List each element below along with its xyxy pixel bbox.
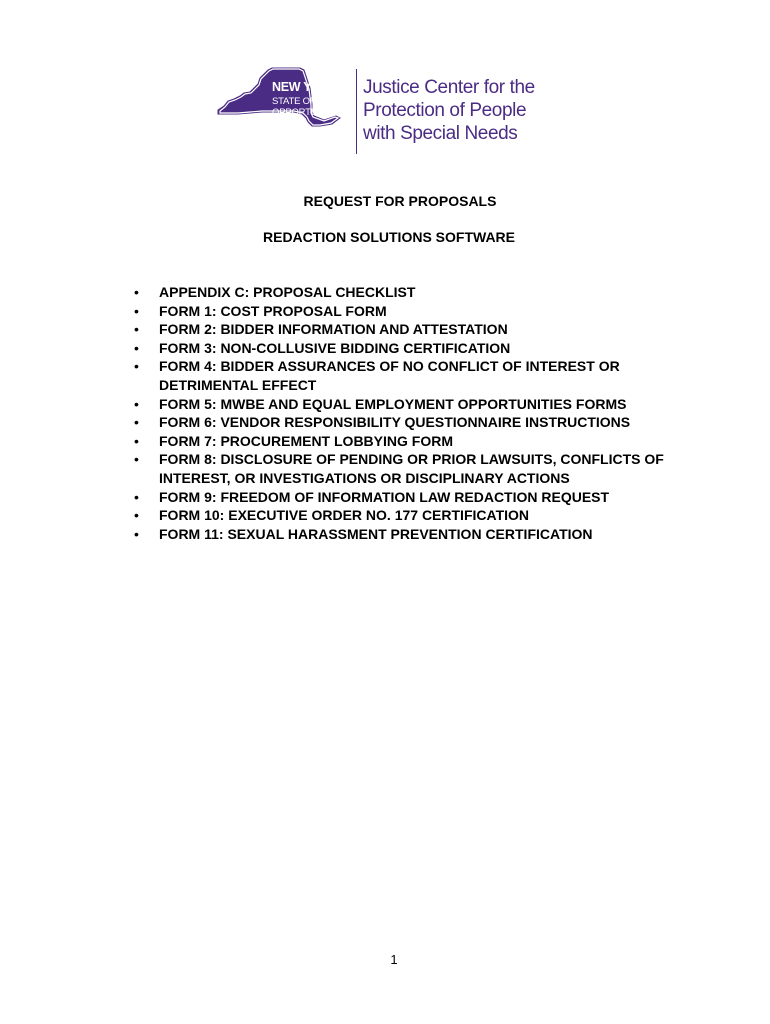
logo-state-tagline-line2: OPPORTUNITY. <box>272 107 340 118</box>
checklist-item-text: FORM 9: FREEDOM OF INFORMATION LAW REDACTION REQUEST <box>159 488 610 505</box>
logo-state-tagline <box>272 96 339 118</box>
bullet-icon: • <box>134 451 139 468</box>
document-title: REQUEST FOR PROPOSALS <box>303 193 497 209</box>
bullet-icon: • <box>134 321 139 338</box>
logo-agency-name <box>363 76 535 145</box>
proposal-checklist <box>132 283 719 543</box>
logo-agency-line2: Protection of People <box>363 100 527 121</box>
checklist-item-text: FORM 2: BIDDER INFORMATION AND ATTESTATION <box>159 321 508 338</box>
bullet-icon: • <box>134 284 139 300</box>
document-subtitle: REDACTION SOLUTIONS SOFTWARE <box>263 229 515 245</box>
checklist-item <box>132 320 719 339</box>
checklist-item-text: FORM 11: SEXUAL HARASSMENT PREVENTION CERTIFICATION <box>159 525 593 542</box>
checklist-item <box>132 395 719 414</box>
checklist-item-text-continued: INTEREST, OR INVESTIGATIONS OR DISCIPLINARY ACTIONS <box>159 469 570 486</box>
logo-state-tagline-line1: STATE OF <box>272 96 316 107</box>
checklist-item <box>132 525 719 544</box>
bullet-icon: • <box>134 488 139 505</box>
checklist-item-text: FORM 10: EXECUTIVE ORDER NO. 177 CERTIFICATION <box>159 507 530 524</box>
logo-agency-line3: with Special Needs <box>363 123 518 144</box>
checklist-item-text: FORM 1: COST PROPOSAL FORM <box>159 302 387 319</box>
bullet-icon: • <box>134 507 139 524</box>
checklist-item-text: FORM 5: MWBE AND EQUAL EMPLOYMENT OPPORTUNITIES FORMS <box>159 395 627 412</box>
checklist-item <box>132 339 719 358</box>
checklist-item <box>132 450 719 487</box>
bullet-icon: • <box>134 358 139 375</box>
bullet-icon: • <box>134 339 139 356</box>
bullet-icon: • <box>134 302 139 319</box>
logo-agency-line1: Justice Center for the <box>363 77 535 98</box>
checklist-item-text: FORM 4: BIDDER ASSURANCES OF NO CONFLICT OF INTEREST OR <box>159 358 620 375</box>
checklist-item-text: FORM 7: PROCUREMENT LOBBYING FORM <box>159 432 453 449</box>
checklist-item <box>132 506 719 525</box>
bullet-icon: • <box>134 414 139 431</box>
logo-divider <box>356 69 357 154</box>
page-number: 1 <box>390 952 398 967</box>
agency-logo <box>214 66 554 156</box>
checklist-item-text: APPENDIX C: PROPOSAL CHECKLIST <box>159 284 416 300</box>
checklist-item <box>132 302 719 321</box>
checklist-item-text-continued: DETRIMENTAL EFFECT <box>159 376 317 393</box>
checklist-item <box>132 413 719 432</box>
logo-state-name: NEW YORK <box>272 80 339 94</box>
checklist-item <box>132 283 719 302</box>
checklist-item-text: FORM 3: NON-COLLUSIVE BIDDING CERTIFICATION <box>159 339 511 356</box>
checklist-item-text: FORM 6: VENDOR RESPONSIBILITY QUESTIONNAIRE INSTRUCTIONS <box>159 414 631 431</box>
bullet-icon: • <box>134 432 139 449</box>
checklist-item <box>132 432 719 451</box>
checklist-item <box>132 357 719 394</box>
checklist-item-text: FORM 8: DISCLOSURE OF PENDING OR PRIOR LAWSUITS, CONFLICTS OF <box>159 451 664 468</box>
bullet-icon: • <box>134 525 139 542</box>
checklist-item <box>132 488 719 507</box>
bullet-icon: • <box>134 395 139 412</box>
